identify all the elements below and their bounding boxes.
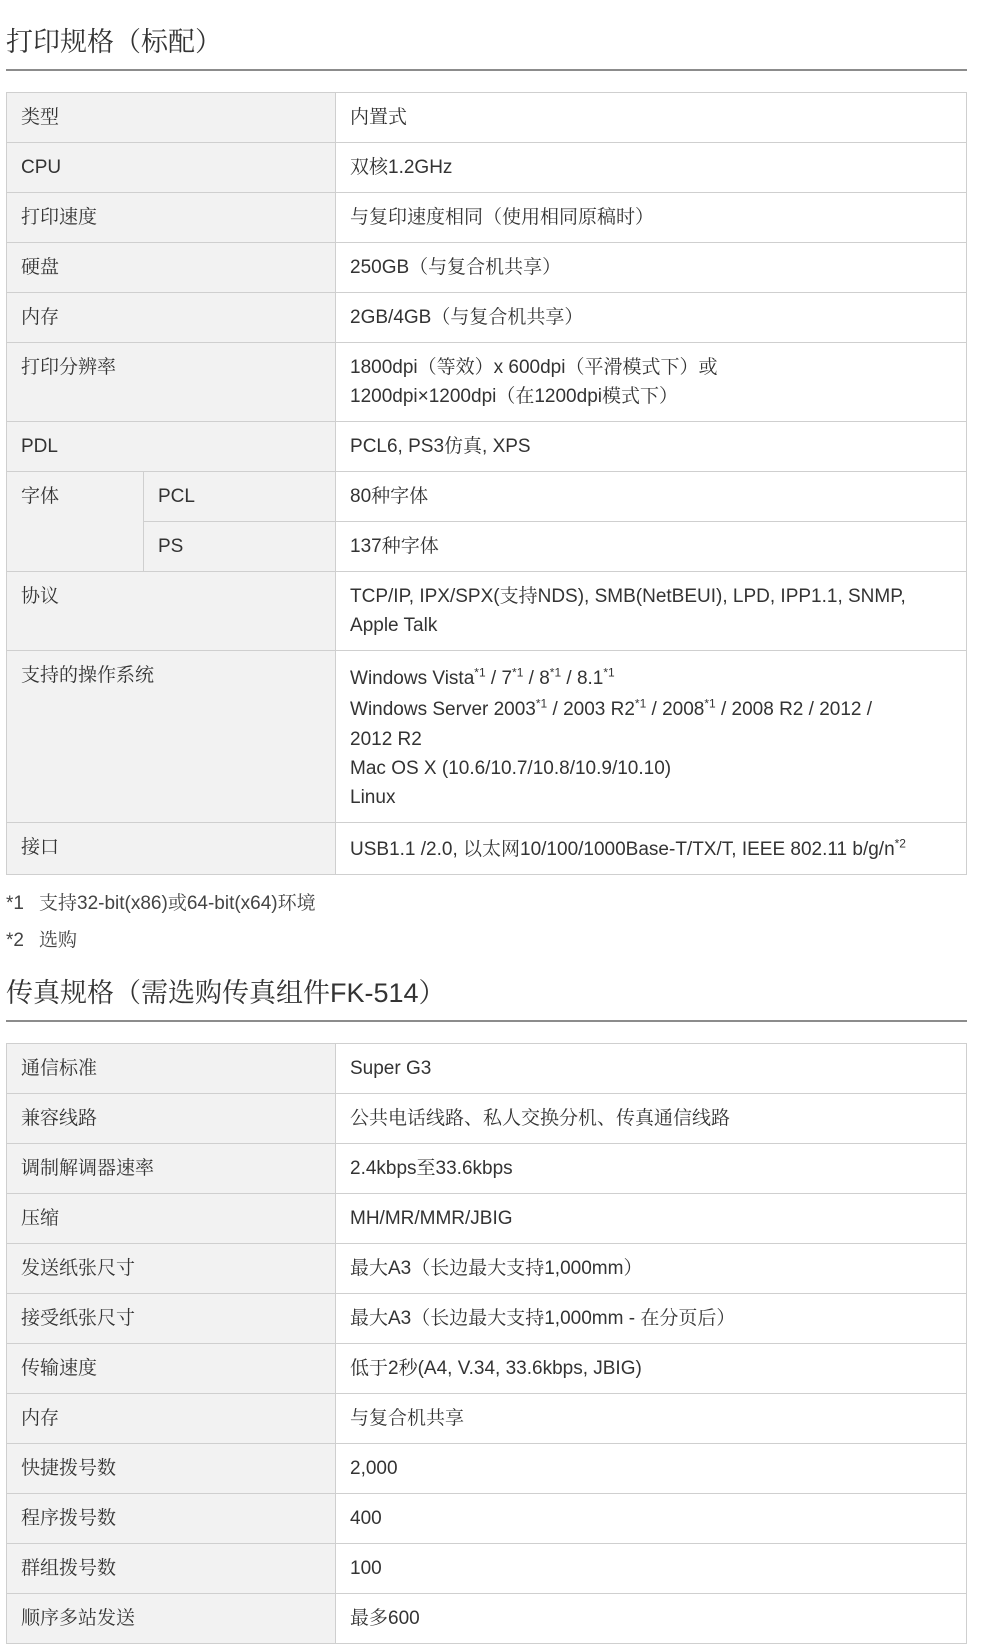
table-row	[7, 1194, 967, 1244]
table-row	[7, 1394, 967, 1444]
print-spec-title: 打印规格（标配）	[6, 27, 222, 57]
os-line: Mac OS X (10.6/10.7/10.8/10.9/10.10)	[350, 758, 672, 779]
table-row	[7, 1544, 967, 1594]
fax-spec-title: 传真规格（需选购传真组件FK-514）	[6, 978, 446, 1008]
row-value: 250GB（与复合机共享）	[336, 243, 967, 293]
row-value: 2.4kbps至33.6kbps	[336, 1144, 967, 1194]
row-label: 快捷拨号数	[7, 1444, 336, 1494]
os-line: Linux	[350, 787, 396, 808]
row-label: 类型	[7, 93, 336, 143]
fonts-pcl-value: 80种字体	[336, 472, 967, 522]
table-row	[7, 522, 967, 572]
row-value: 公共电话线路、私人交换分机、传真通信线路	[336, 1094, 967, 1144]
footnote-text: 支持32-bit(x86)或64-bit(x64)环境	[39, 893, 316, 914]
footnote	[6, 885, 990, 922]
row-value: Super G3	[336, 1044, 967, 1094]
row-value: 与复印速度相同（使用相同原稿时）	[336, 193, 967, 243]
title-divider	[6, 1020, 967, 1022]
interface-text: USB1.1 /2.0, 以太网10/100/1000Base-T/TX/T, IEEE 802.11 b/g/n	[350, 839, 895, 860]
row-value: 与复合机共享	[336, 1394, 967, 1444]
interface-value	[336, 823, 967, 875]
footnote-mark: *1	[474, 665, 486, 680]
footnote-mark: *1	[549, 665, 562, 680]
fonts-ps-label: PS	[144, 522, 336, 572]
os-line: 2012 R2	[350, 729, 422, 750]
table-row	[7, 651, 967, 823]
table-row	[7, 343, 967, 422]
row-value: 100	[336, 1544, 967, 1594]
footnote-mark: *1	[6, 893, 24, 914]
fonts-ps-value: 137种字体	[336, 522, 967, 572]
value-line: TCP/IP, IPX/SPX(支持NDS), SMB(NetBEUI), LPD, IPP1.1, SNMP,	[350, 586, 906, 607]
row-value: 双核1.2GHz	[336, 143, 967, 193]
footnote-mark: *1	[603, 665, 615, 680]
footnote-mark: *2	[894, 836, 906, 851]
print-spec-table	[6, 92, 967, 875]
row-label: 硬盘	[7, 243, 336, 293]
row-label: 调制解调器速率	[7, 1144, 336, 1194]
os-text: / 8.1	[561, 668, 604, 689]
row-label: 顺序多站发送	[7, 1594, 336, 1644]
os-line	[350, 694, 954, 725]
row-value: 最大A3（长边最大支持1,000mm）	[336, 1244, 967, 1294]
table-row	[7, 1144, 967, 1194]
footnote	[6, 922, 990, 959]
os-text: / 2008 R2 / 2012 /	[715, 699, 873, 720]
table-row	[7, 472, 967, 522]
table-row	[7, 1044, 967, 1094]
footnote-mark: *1	[704, 696, 716, 711]
os-text: / 8	[523, 668, 550, 689]
row-label: 通信标准	[7, 1044, 336, 1094]
row-label: 内存	[7, 293, 336, 343]
table-row	[7, 1244, 967, 1294]
row-value: 400	[336, 1494, 967, 1544]
interface-label: 接口	[7, 823, 336, 875]
row-label: 发送纸张尺寸	[7, 1244, 336, 1294]
table-row	[7, 193, 967, 243]
table-row	[7, 293, 967, 343]
row-label: 传输速度	[7, 1344, 336, 1394]
row-label: 压缩	[7, 1194, 336, 1244]
footnote-mark: *1	[535, 696, 548, 711]
os-text: Windows Vista	[350, 668, 475, 689]
os-text: / 7	[485, 668, 513, 689]
fonts-label: 字体	[7, 472, 144, 572]
os-text: Windows Server 2003	[350, 699, 536, 720]
protocol-label: 协议	[7, 572, 336, 651]
row-value: 2,000	[336, 1444, 967, 1494]
title-divider	[6, 69, 967, 71]
protocol-value	[336, 572, 967, 651]
fax-spec-table	[6, 1043, 967, 1644]
row-value: 最多600	[336, 1594, 967, 1644]
row-label: 程序拨号数	[7, 1494, 336, 1544]
row-label: 接受纸张尺寸	[7, 1294, 336, 1344]
table-row	[7, 1294, 967, 1344]
row-label: 打印分辨率	[7, 343, 336, 422]
row-label: 群组拨号数	[7, 1544, 336, 1594]
table-row	[7, 1094, 967, 1144]
table-row	[7, 1344, 967, 1394]
table-row	[7, 1494, 967, 1544]
row-value	[336, 343, 967, 422]
os-label: 支持的操作系统	[7, 651, 336, 823]
value-line: 1200dpi×1200dpi（在1200dpi模式下）	[350, 386, 678, 407]
table-row	[7, 422, 967, 472]
row-label: 打印速度	[7, 193, 336, 243]
row-label: 内存	[7, 1394, 336, 1444]
os-value	[336, 651, 967, 823]
table-row	[7, 823, 967, 875]
table-row	[7, 572, 967, 651]
table-row	[7, 1594, 967, 1644]
footnote-mark: *1	[512, 665, 524, 680]
value-line: Apple Talk	[350, 615, 438, 636]
os-line	[350, 663, 954, 694]
row-label: CPU	[7, 143, 336, 193]
fonts-pcl-label: PCL	[144, 472, 336, 522]
footnotes	[6, 885, 990, 959]
footnote-text: 选购	[39, 930, 78, 951]
table-row	[7, 143, 967, 193]
row-label: 兼容线路	[7, 1094, 336, 1144]
row-value: MH/MR/MMR/JBIG	[336, 1194, 967, 1244]
row-value: 低于2秒(A4, V.34, 33.6kbps, JBIG)	[336, 1344, 967, 1394]
footnote-mark: *1	[634, 696, 647, 711]
os-text: / 2003 R2	[547, 699, 635, 720]
row-value: 最大A3（长边最大支持1,000mm - 在分页后）	[336, 1294, 967, 1344]
os-text: / 2008	[646, 699, 705, 720]
value-line: 1800dpi（等效）x 600dpi（平滑模式下）或	[350, 357, 718, 378]
row-value: 内置式	[336, 93, 967, 143]
row-value: 2GB/4GB（与复合机共享）	[336, 293, 967, 343]
table-row	[7, 1444, 967, 1494]
table-row	[7, 93, 967, 143]
row-label: PDL	[7, 422, 336, 472]
row-value: PCL6, PS3仿真, XPS	[336, 422, 967, 472]
footnote-mark: *2	[6, 930, 24, 951]
table-row	[7, 243, 967, 293]
